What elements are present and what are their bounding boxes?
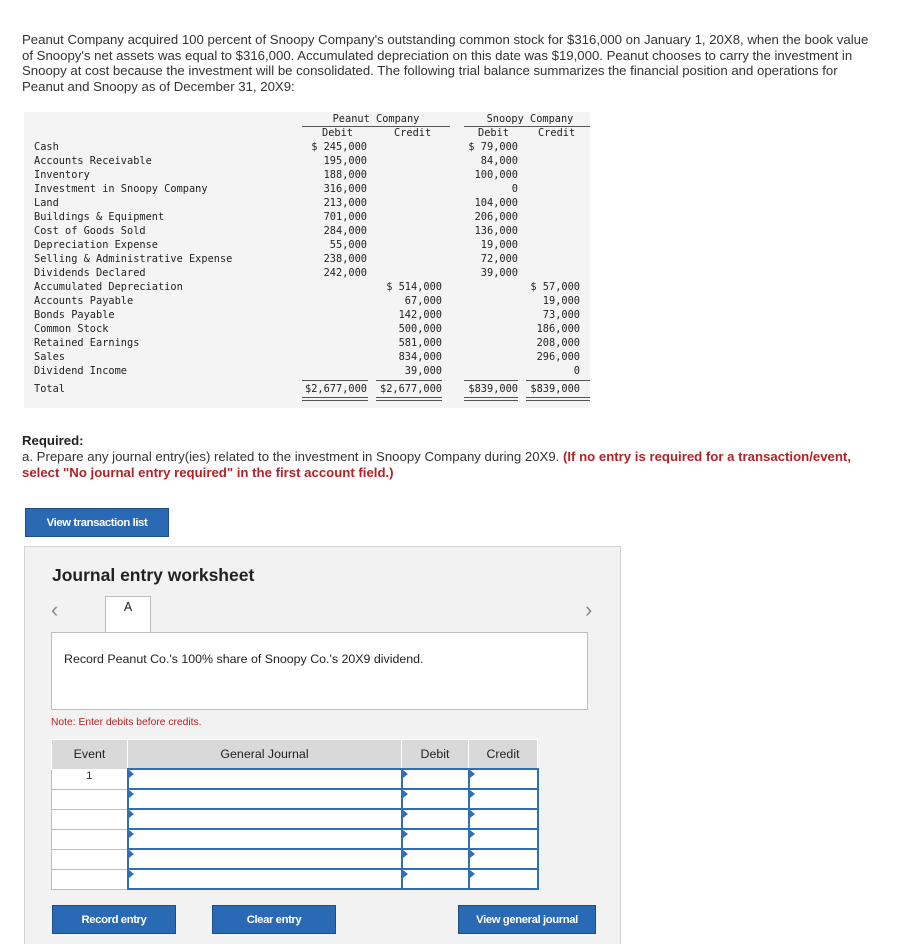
trial-balance [24,112,590,408]
subtotal-rule [464,380,518,381]
credit-input[interactable] [469,869,538,889]
total-double-rule [376,397,442,401]
account-name: Buildings & Equipment [34,211,165,223]
snoopy-debit-header: Debit [478,127,509,139]
account-select[interactable] [128,869,402,889]
subtotal-rule [376,380,442,381]
peanut-debit-value: 188,000 [323,169,367,181]
tab-a[interactable]: A [105,596,151,633]
snoopy-debit-value: 39,000 [480,267,518,279]
peanut-credit-header: Credit [394,127,432,139]
credit-input[interactable] [469,829,538,849]
journal-table-header [52,740,538,770]
account-name: Cost of Goods Sold [34,225,146,237]
peanut-debit-value: 238,000 [323,253,367,265]
peanut-debit-value: 701,000 [323,211,367,223]
credit-input[interactable] [469,769,538,789]
credit-input[interactable] [469,809,538,829]
credit-input[interactable] [469,789,538,809]
required-text [22,449,892,480]
account-select[interactable] [128,809,402,829]
debit-input[interactable] [402,789,469,809]
account-select[interactable] [128,849,402,869]
account-name: Investment in Snoopy Company [34,183,208,195]
total-label: Total [34,383,65,395]
account-name: Dividends Declared [34,267,146,279]
event-cell [52,869,128,889]
peanut-debit-value: 55,000 [329,239,367,251]
chevron-right-icon[interactable]: › [585,597,593,622]
journal-row [52,829,538,849]
account-name: Accounts Receivable [34,155,152,167]
required-heading: Required: [22,433,84,448]
account-name: Dividend Income [34,365,127,377]
peanut-debit-value: 242,000 [323,267,367,279]
account-name: Bonds Payable [34,309,115,321]
event-cell [52,809,128,829]
peanut-debit-header: Debit [322,127,353,139]
account-name: Cash [34,141,59,153]
snoopy-debit-value: 0 [511,183,518,195]
peanut-company-header: Peanut Company [332,113,420,125]
peanut-credit-value: 39,000 [404,365,442,377]
problem-intro: Peanut Company acquired 100 percent of Snoopy Company's outstanding common stock for $316,000 on January 1, 20X8, when the book value of Snoopy's net assets was equal to $316,000. Accumulated depreciation on this date was $19,000. Peanut chooses to carry the investment in Snoopy at cost because the investment will be consolidated. The following trial balance summarizes the financial position and operations for Peanut and Snoopy as of December 31, 20X9: [22,32,869,94]
snoopy-debit-value: $ 79,000 [468,141,518,153]
total-double-rule [526,397,590,401]
snoopy-credit-value: 19,000 [542,295,580,307]
snoopy-credit-value: 186,000 [536,323,580,335]
snoopy-credit-value: 73,000 [542,309,580,321]
snoopy-debit-total: $839,000 [468,383,518,395]
subtotal-rule [302,380,368,381]
credit-input[interactable] [469,849,538,869]
required-instruction: a. Prepare any journal entry(ies) related to the investment in Snoopy Company during 20X9. [22,449,563,464]
peanut-credit-total: $2,677,000 [380,383,442,395]
credit-column-header: Credit [469,740,538,770]
account-name: Common Stock [34,323,109,335]
debit-input[interactable] [402,809,469,829]
snoopy-company-header: Snoopy Company [486,113,574,125]
account-select[interactable] [128,789,402,809]
peanut-debit-value: $ 245,000 [311,141,367,153]
account-name: Accounts Payable [34,295,134,307]
account-name: Depreciation Expense [34,239,158,251]
chevron-left-icon[interactable]: ‹ [51,597,59,622]
entry-note: Note: Enter debits before credits. [51,717,202,728]
snoopy-debit-value: 206,000 [474,211,518,223]
journal-row [52,809,538,829]
account-name: Selling & Administrative Expense [34,253,233,265]
snoopy-debit-value: 72,000 [480,253,518,265]
subtotal-rule [526,380,590,381]
total-double-rule [464,397,518,401]
journal-row [52,849,538,869]
journal-row [52,789,538,809]
snoopy-credit-value: 0 [573,365,580,377]
account-name: Retained Earnings [34,337,140,349]
peanut-credit-value: $ 514,000 [386,281,442,293]
required-emphasis: (If no entry is required for a transaction/event, select "No journal entry required" in the first account field.) [22,449,851,480]
peanut-debit-value: 284,000 [323,225,367,237]
debit-input[interactable] [402,769,469,789]
debit-input[interactable] [402,849,469,869]
snoopy-debit-value: 136,000 [474,225,518,237]
account-select[interactable] [128,769,402,789]
peanut-credit-value: 142,000 [398,309,442,321]
event-column-header: Event [52,740,128,770]
event-cell [52,789,128,809]
snoopy-credit-header: Credit [538,127,576,139]
snoopy-credit-total: $839,000 [530,383,580,395]
journal-row [52,769,538,789]
peanut-debit-value: 195,000 [323,155,367,167]
peanut-debit-total: $2,677,000 [305,383,367,395]
debit-input[interactable] [402,869,469,889]
snoopy-debit-value: 19,000 [480,239,518,251]
peanut-credit-value: 581,000 [398,337,442,349]
journal-entry-worksheet [24,546,621,944]
event-cell [52,849,128,869]
view-transaction-list-button[interactable]: View transaction list [25,508,169,537]
peanut-credit-value: 67,000 [404,295,442,307]
peanut-debit-value: 213,000 [323,197,367,209]
account-name: Inventory [34,169,90,181]
debit-column-header: Debit [402,740,469,770]
snoopy-debit-value: 100,000 [474,169,518,181]
record-entry-button[interactable]: Record entry [52,905,176,934]
account-name: Sales [34,351,65,363]
event-number: 1 [52,769,128,789]
journal-entry-table [51,739,539,890]
snoopy-debit-value: 84,000 [480,155,518,167]
account-name: Land [34,197,59,209]
debit-input[interactable] [402,829,469,849]
account-name: Accumulated Depreciation [34,281,183,293]
snoopy-credit-value: 296,000 [536,351,580,363]
peanut-credit-value: 834,000 [398,351,442,363]
total-double-rule [302,397,368,401]
entry-description: Record Peanut Co.'s 100% share of Snoopy Co.'s 20X9 dividend. [51,632,588,710]
peanut-debit-value: 316,000 [323,183,367,195]
worksheet-title: Journal entry worksheet [52,565,255,585]
peanut-credit-value: 500,000 [398,323,442,335]
snoopy-debit-value: 104,000 [474,197,518,209]
snoopy-credit-value: 208,000 [536,337,580,349]
clear-entry-button[interactable]: Clear entry [212,905,336,934]
snoopy-credit-value: $ 57,000 [530,281,580,293]
view-general-journal-button[interactable]: View general journal [458,905,596,934]
event-cell [52,829,128,849]
general-journal-column-header: General Journal [128,740,402,770]
journal-row [52,869,538,889]
account-select[interactable] [128,829,402,849]
